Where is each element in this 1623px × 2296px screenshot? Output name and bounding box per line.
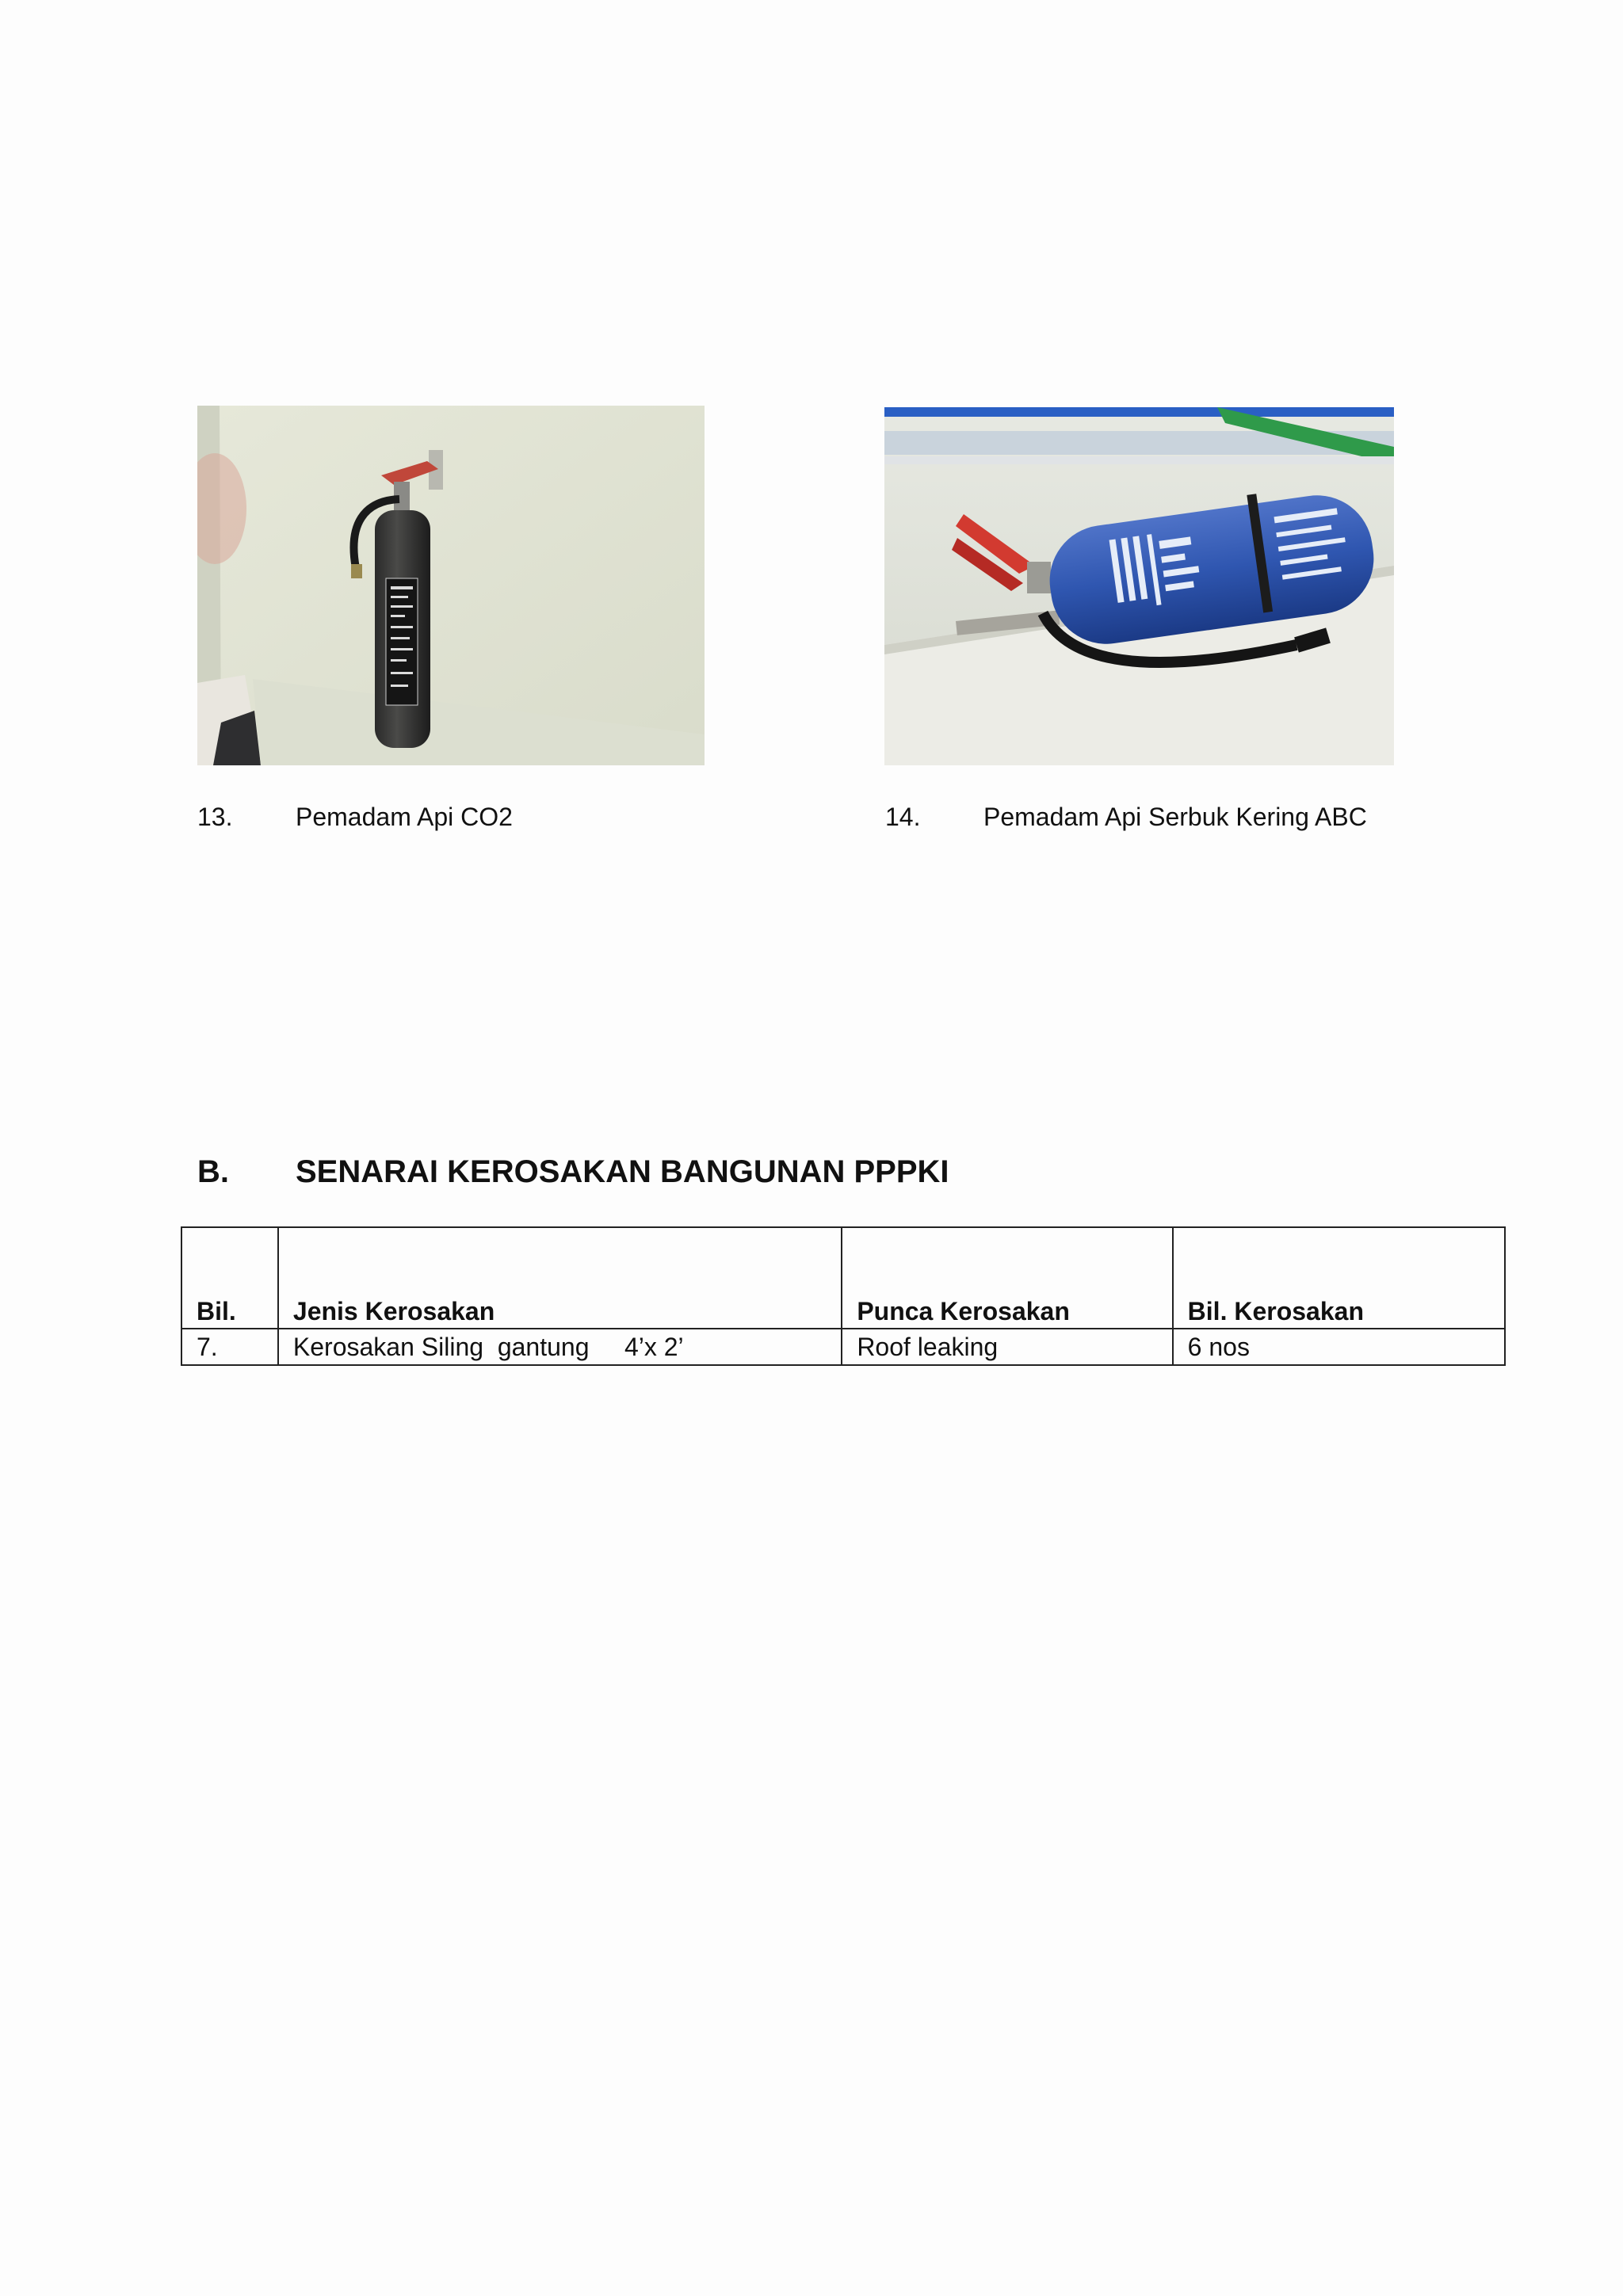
table-row (181, 1329, 1505, 1365)
header-bil-kerosakan: Bil. Kerosakan (1173, 1227, 1505, 1329)
cell-bil: 7. (181, 1329, 278, 1365)
caption-number: 13. (197, 803, 233, 831)
section-title: SENARAI KEROSAKAN BANGUNAN PPPKI (296, 1154, 949, 1189)
header-jenis-kerosakan: Jenis Kerosakan (278, 1227, 842, 1329)
photo-caption (885, 801, 1367, 833)
cell-jenis-kerosakan: Kerosakan Siling gantung 4’x 2’ (278, 1329, 842, 1365)
section-letter: B. (197, 1154, 229, 1189)
photo-abc-extinguisher (884, 407, 1394, 765)
photo-caption (197, 801, 513, 833)
cell-bil-kerosakan: 6 nos (1173, 1329, 1505, 1365)
header-punca-kerosakan: Punca Kerosakan (842, 1227, 1172, 1329)
caption-text: Pemadam Api CO2 (296, 803, 513, 831)
caption-number: 14. (885, 803, 921, 831)
caption-text: Pemadam Api Serbuk Kering ABC (983, 803, 1367, 831)
abc-extinguisher-image (884, 407, 1394, 765)
photo-co2-extinguisher (197, 406, 705, 765)
damage-table (181, 1226, 1506, 1366)
table-header-row (181, 1227, 1505, 1329)
header-bil: Bil. (181, 1227, 278, 1329)
co2-extinguisher-image (197, 406, 705, 765)
section-heading (197, 1153, 949, 1191)
cell-punca-kerosakan: Roof leaking (842, 1329, 1172, 1365)
